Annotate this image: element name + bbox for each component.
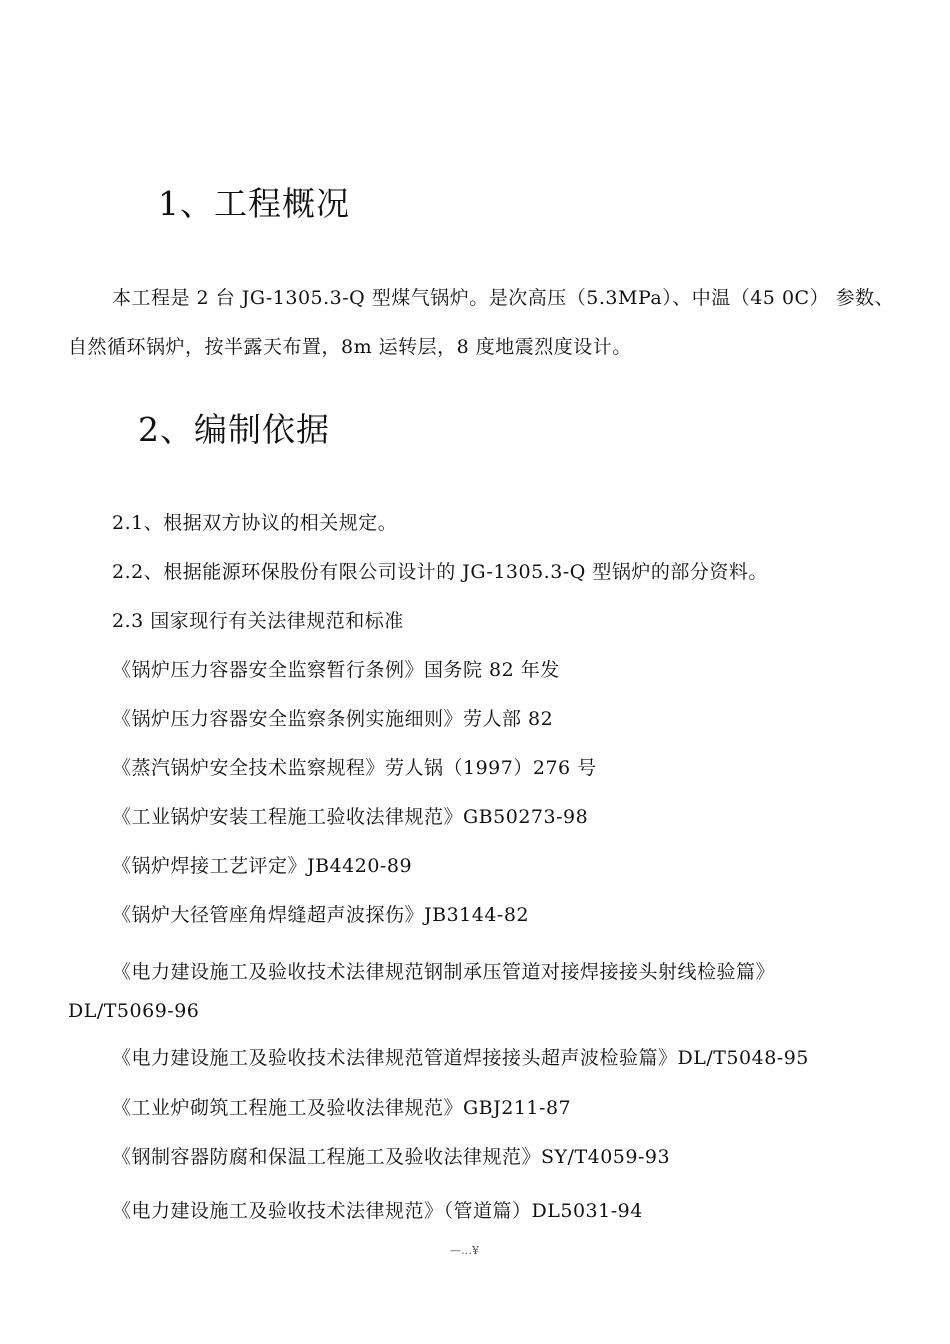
reference-item: 《钢制容器防腐和保温工程施工及验收法律规范》SY/T4059-93	[112, 1146, 671, 1168]
reference-item: 《工业锅炉安装工程施工验收法律规范》GB50273-98	[112, 806, 589, 828]
reference-item: 《电力建设施工及验收技术法律规范》（管道篇）DL5031-94	[112, 1200, 643, 1222]
basis-item-2-3: 2.3 国家现行有关法律规范和标准	[112, 610, 404, 632]
reference-item: 《锅炉焊接工艺评定》JB4420-89	[112, 855, 413, 877]
basis-item-2-2: 2.2、根据能源环保股份有限公司设计的 JG-1305.3-Q 型锅炉的部分资料。	[112, 561, 768, 583]
reference-item: 《工业炉砌筑工程施工及验收法律规范》GBJ211-87	[112, 1097, 572, 1119]
section-1-paragraph-line-1: 本工程是 2 台 JG-1305.3-Q 型煤气锅炉。是次高压（5.3MPa）、中温（45 0C） 参数、	[112, 287, 895, 309]
reference-item: 《锅炉大径管座角焊缝超声波探伤》JB3144-82	[112, 904, 530, 926]
reference-item: 《锅炉压力容器安全监察条例实施细则》劳人部 82	[112, 708, 554, 730]
page-footer-mark: —…¥	[450, 1244, 479, 1257]
reference-item-continuation: DL/T5069-96	[68, 1000, 200, 1022]
basis-item-2-1: 2.1、根据双方协议的相关规定。	[112, 512, 398, 534]
reference-item: 《蒸汽锅炉安全技术监察规程》劳人锅（1997）276 号	[112, 757, 597, 779]
reference-item: 《锅炉压力容器安全监察暂行条例》国务院 82 年发	[112, 659, 560, 681]
section-1-paragraph-line-2: 自然循环锅炉，按半露天布置，8m 运转层，8 度地震烈度设计。	[68, 336, 632, 358]
reference-item: 《电力建设施工及验收技术法律规范管道焊接接头超声波检验篇》DL/T5048-95	[112, 1047, 809, 1069]
reference-item: 《电力建设施工及验收技术法律规范钢制承压管道对接焊接接头射线检验篇》	[112, 961, 776, 983]
section-1-heading: 1、工程概况	[158, 184, 350, 223]
section-2-heading: 2、编制依据	[138, 410, 330, 449]
